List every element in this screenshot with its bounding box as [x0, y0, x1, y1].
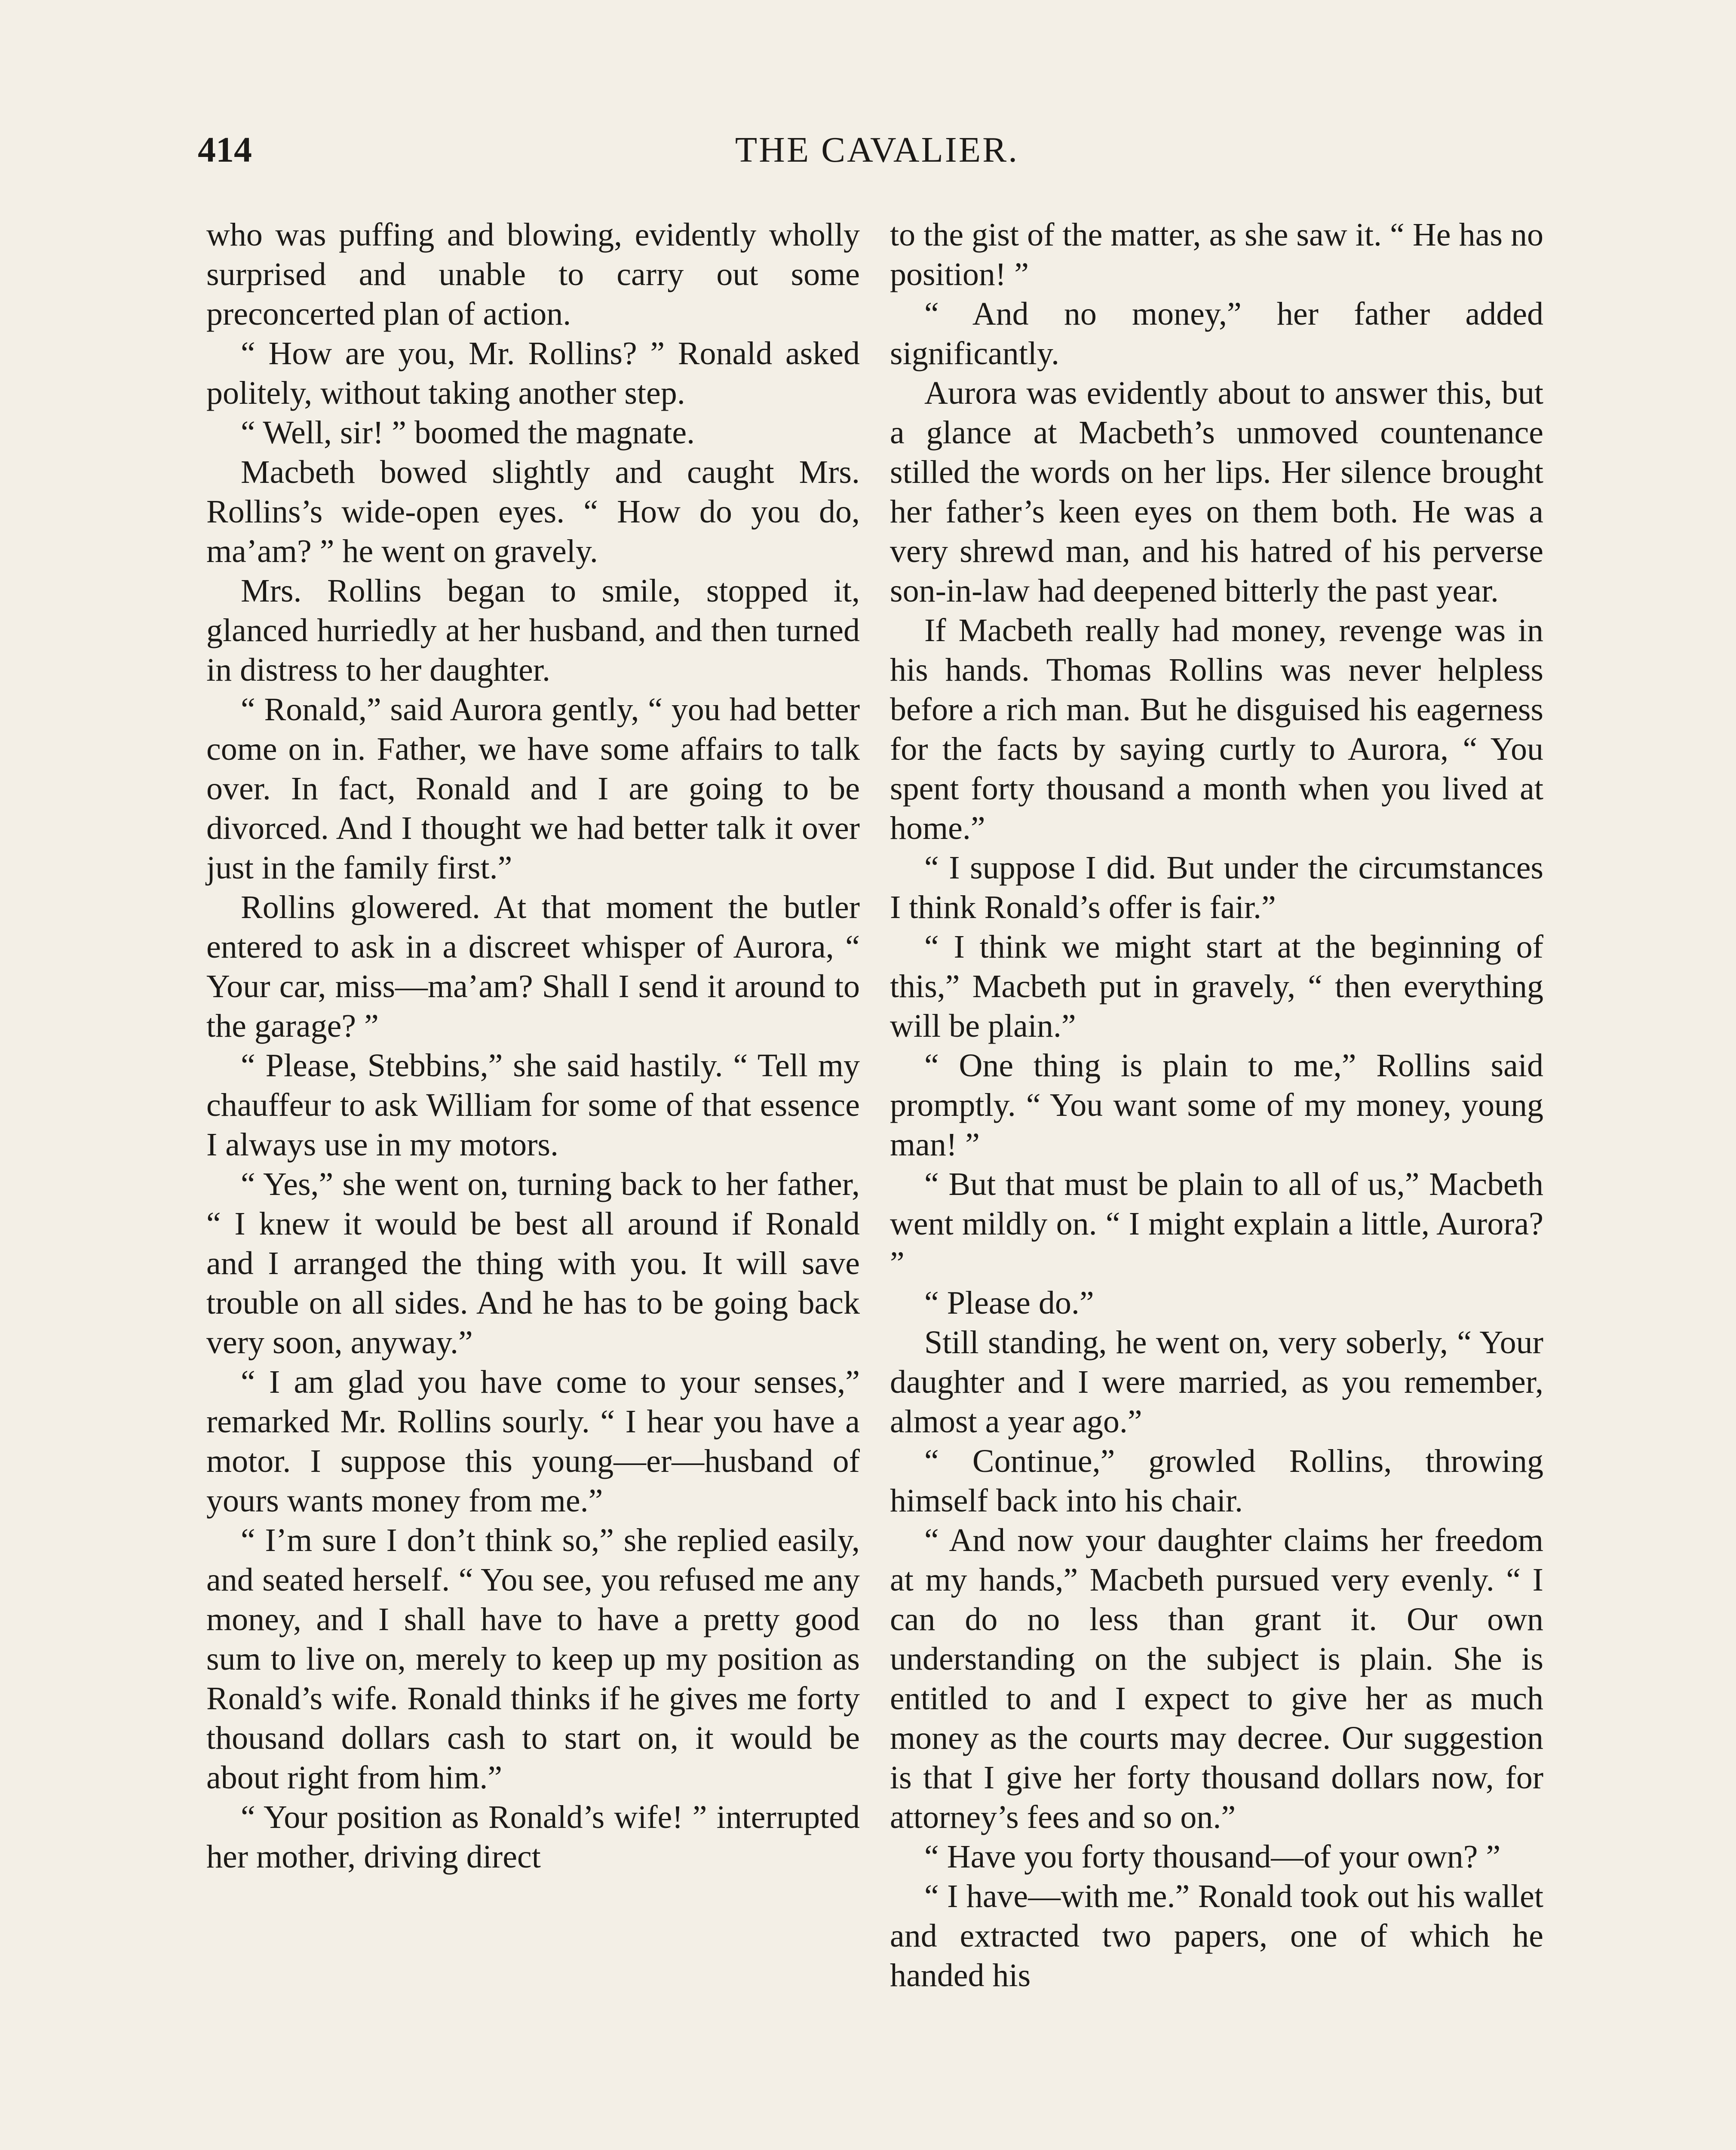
paragraph: Rollins glowered. At that moment the butler entered to ask in a discreet whisper of Aurora, “ Your car, miss—ma’am? Shall I send it around to the garage? ”: [206, 889, 860, 1044]
paragraph: “ Your position as Ronald’s wife! ” interrupted her mother, driving direct: [206, 1799, 860, 1875]
paragraph: “ I am glad you have come to your senses,” remarked Mr. Rollins sourly. “ I hear you have a motor. I suppose this young—er—husband of yours wants money from me.”: [206, 1364, 860, 1519]
page-header: [198, 129, 1556, 189]
right-column: [890, 215, 1543, 1995]
paragraph: “ One thing is plain to me,” Rollins said promptly. “ You want some of my money, young man! ”: [890, 1047, 1543, 1163]
paragraph: “ I suppose I did. But under the circumstances I think Ronald’s offer is fair.”: [890, 850, 1543, 925]
paragraph: “ I have—with me.” Ronald took out his wallet and extracted two papers, one of which he handed his: [890, 1878, 1543, 1993]
paragraph: “ Please do.”: [924, 1285, 1094, 1321]
paragraph: “ Please, Stebbins,” she said hastily. “ Tell my chauffeur to ask William for some of that essence I always use in my motors.: [206, 1047, 860, 1163]
paragraph: “ But that must be plain to all of us,” Macbeth went mildly on. “ I might explain a little, Aurora? ”: [890, 1166, 1543, 1281]
paragraph: to the gist of the matter, as she saw it. “ He has no position! ”: [890, 217, 1543, 292]
paragraph: “ I think we might start at the beginning of this,” Macbeth put in gravely, “ then everything will be plain.”: [890, 929, 1543, 1044]
running-title: THE CAVALIER.: [735, 130, 1019, 170]
paragraph: “ Well, sir! ” boomed the magnate.: [241, 415, 695, 451]
page-number: 414: [198, 130, 252, 170]
paragraph: “ Ronald,” said Aurora gently, “ you had better come on in. Father, we have some affairs to talk over. In fact, Ronald and I are going to be divorced. And I thought we had better talk it over just in the family first.”: [206, 691, 860, 886]
paragraph: “ I’m sure I don’t think so,” she replied easily, and seated herself. “ You see, you refused me any money, and I shall have to have a pretty good sum to live on, merely to keep up my position as Ronald’s wife. Ronald thinks if he gives me forty thousand dollars cash to start on, it would be about right from him.”: [206, 1522, 860, 1796]
paragraph: “ Continue,” growled Rollins, throwing himself back into his chair.: [890, 1443, 1543, 1519]
paragraph: “ Yes,” she went on, turning back to her father, “ I knew it would be best all around if Ronald and I arranged the thing with you. It will save trouble on all sides. And he has to be going back very soon, anyway.”: [206, 1166, 860, 1361]
paragraph: Still standing, he went on, very soberly, “ Your daughter and I were married, as you remember, almost a year ago.”: [890, 1324, 1543, 1440]
paragraph: “ And now your daughter claims her freedom at my hands,” Macbeth pursued very evenly. “ I can do no less than grant it. Our own understanding on the subject is plain. She is entitled to and I expect to give her as much money as the courts may decree. Our suggestion is that I give her forty thousand dollars now, for attorney’s fees and so on.”: [890, 1522, 1543, 1835]
paragraph: Aurora was evidently about to answer this, but a glance at Macbeth’s unmoved countenance stilled the words on her lips. Her silence brought her father’s keen eyes on them both. He was a very shrewd man, and his hatred of his perverse son-in-law had deepened bitterly the past year.: [890, 375, 1543, 609]
left-column: [206, 215, 860, 1877]
paragraph: who was puffing and blowing, evidently wholly surprised and unable to carry out some preconcerted plan of action.: [206, 217, 860, 332]
paragraph: “ How are you, Mr. Rollins? ” Ronald asked politely, without taking another step.: [206, 335, 860, 411]
paragraph: “ Have you forty thousand—of your own? ”: [924, 1839, 1501, 1875]
paragraph: Macbeth bowed slightly and caught Mrs. Rollins’s wide-open eyes. “ How do you do, ma’am? ” he went on gravely.: [206, 454, 860, 569]
paragraph: If Macbeth really had money, revenge was in his hands. Thomas Rollins was never helpless before a rich man. But he disguised his eagerness for the facts by saying curtly to Aurora, “ You spent forty thousand a month when you lived at home.”: [890, 612, 1543, 846]
paragraph: “ And no money,” her father added significantly.: [890, 296, 1543, 372]
paragraph: Mrs. Rollins began to smile, stopped it, glanced hurriedly at her husband, and then turned in distress to her daughter.: [206, 573, 860, 688]
